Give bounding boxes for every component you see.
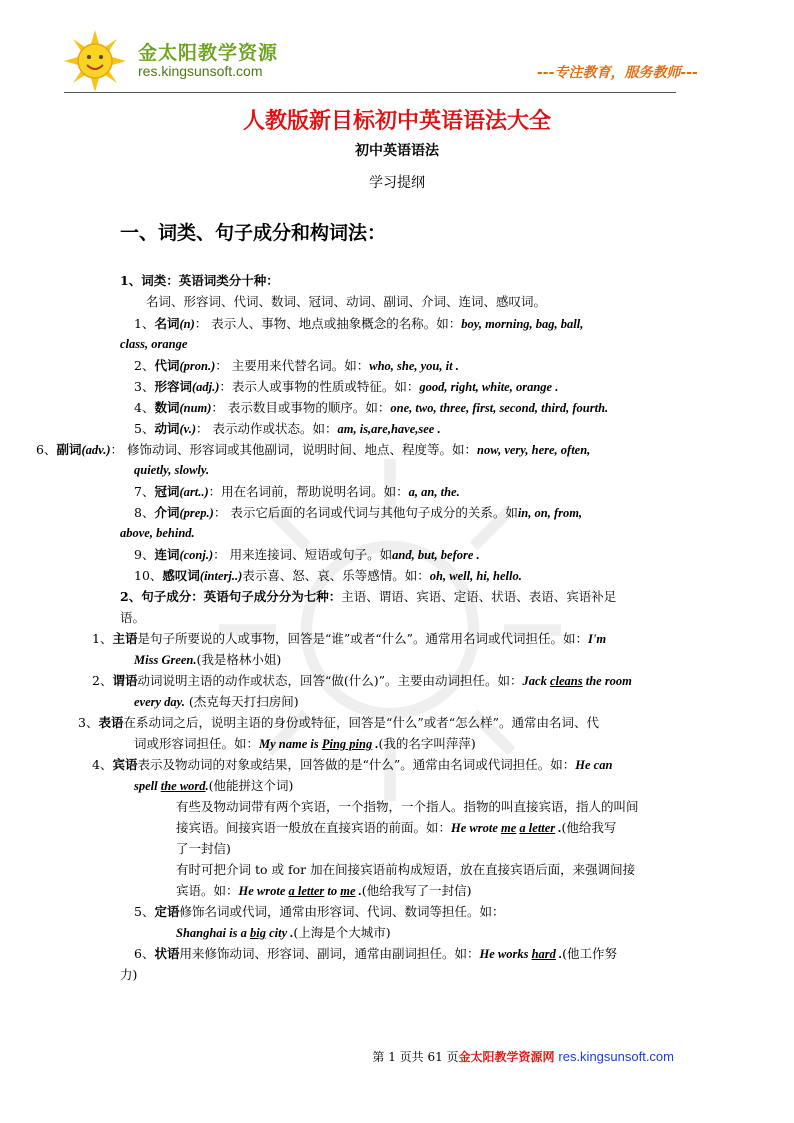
component-predicative: 3、表语在系动词之后，说明主语的身份或特征，回答是“什么”或者“怎么样”。通常由名词、代 (78, 715, 600, 730)
footer-link[interactable]: res.kingsunsoft.com (558, 1049, 674, 1064)
component-subject: 1、主语是句子所要说的人或事物，回答是“谁”或者“什么”。通常用名词或代词担任。如：I'm (92, 631, 607, 646)
component-adverbial: 6、状语用来修饰动词、形容词、副词，通常由副词担任。如：He works hard .(他工作努 (134, 946, 618, 961)
word-class-list: 名词、形容词、代词、数词、冠词、动词、副词、介词、连词、感叹词。 (146, 294, 547, 309)
object-note-line4: 有时可把介词 to 或 for 加在间接宾语前构成短语，放在直接宾语后面，来强调间接 (176, 862, 636, 877)
word-class-interjection: 10、感叹词(interj..)表示喜、怒、哀、乐等感情。如：oh, well, hi, hello. (134, 568, 522, 583)
document-title: 人教版新目标初中英语语法大全 (242, 109, 551, 134)
word-class-adverb-examples: quietly, slowly. (134, 463, 210, 477)
object-note-line2: 接宾语。间接宾语一般放在直接宾语的前面。如：He wrote me a letter .(他给我写 (176, 820, 617, 835)
object-note-line3: 了一封信) (176, 841, 231, 856)
word-class-preposition: 8、介词(prep.)： 表示它后面的名词或代词与其他句子成分的关系。如in, on, from, (134, 505, 583, 520)
word-class-adverb: 6、副词(adv.)： 修饰动词、形容词或其他副词，说明时间、地点、程度等。如：now, very, here, often, (36, 442, 591, 457)
word-class-noun-examples: class, orange (120, 337, 188, 351)
word-class-preposition-examples: above, behind. (120, 526, 195, 540)
object-note-line1: 有些及物动词带有两个宾语，一个指物，一个指人。指物的叫直接宾语，指人的叫间 (176, 799, 639, 814)
sun-logo-icon (64, 30, 126, 92)
word-class-adjective: 3、形容词(adj.)：表示人或事物的性质或特征。如：good, right, white, orange . (134, 379, 559, 394)
page-footer (372, 1048, 674, 1065)
object-note-line5: 宾语。如：He wrote a letter to me .(他给我写了一封信) (176, 883, 472, 898)
component-attribute: 5、定语修饰名词或代词，通常由形容词、代词、数词等担任。如： (134, 904, 505, 919)
section-heading: 一、词类、句子成分和构词法： (120, 222, 387, 244)
component-attribute-example: Shanghai is a big city .(上海是个大城市) (176, 925, 391, 940)
logo-brand-name: 金太阳教学资源 (138, 42, 279, 64)
word-class-conjunction: 9、连词(conj.)： 用来连接词、短语或句子。如and, but, before . (134, 547, 480, 562)
header-divider (64, 92, 676, 93)
outline-label: 学习提纲 (369, 175, 425, 191)
component-object-example: spell the word.(他能拼这个词) (134, 778, 294, 793)
sentence-component-heading-cont: 语。 (120, 610, 146, 625)
word-class-numeral: 4、数词(num)： 表示数目或事物的顺序。如：one, two, three, first, second, third, fourth. (134, 400, 609, 415)
sentence-component-heading: 2、句子成分：英语句子成分分为七种：主语、谓语、宾语、定语、状语、表语、宾语补足 (120, 589, 617, 604)
component-subject-example: Miss Green.(我是格林小姐) (134, 652, 282, 667)
word-class-article: 7、冠词(art..)：用在名词前，帮助说明名词。如：a, an, the. (134, 484, 460, 499)
word-class-pronoun: 2、代词(pron.)： 主要用来代替名词。如：who, she, you, it . (134, 358, 459, 373)
header-slogan: ---专注教育，服务教师--- (537, 65, 698, 81)
component-adverbial-cont: 力) (120, 967, 138, 982)
component-predicative-cont: 词或形容词担任。如：My name is Ping ping .(我的名字叫萍萍) (134, 736, 476, 751)
word-class-verb: 5、动词(v.)： 表示动作或状态。如：am, is,are,have,see . (134, 421, 441, 436)
word-class-noun: 1、名词(n)： 表示人、事物、地点或抽象概念的名称。如：boy, morning, bag, ball, (134, 316, 584, 331)
logo-url: res.kingsunsoft.com (138, 63, 263, 79)
component-predicate: 2、谓语动词说明主语的动作或状态，回答“做(什么)”。主要由动词担任。如：Jack cleans the room (92, 673, 632, 688)
word-class-heading: 1、词类：英语词类分十种： (120, 273, 279, 288)
component-predicate-example: every day. (杰克每天打扫房间) (134, 694, 299, 709)
page-number: 第 1 页共 61 页 (372, 1050, 459, 1064)
document-subtitle: 初中英语语法 (355, 143, 439, 159)
footer-brand: 金太阳教学资源网 (458, 1050, 555, 1064)
component-object: 4、宾语表示及物动词的对象或结果，回答做的是“什么”。通常由名词或代词担任。如：He can (92, 757, 613, 772)
